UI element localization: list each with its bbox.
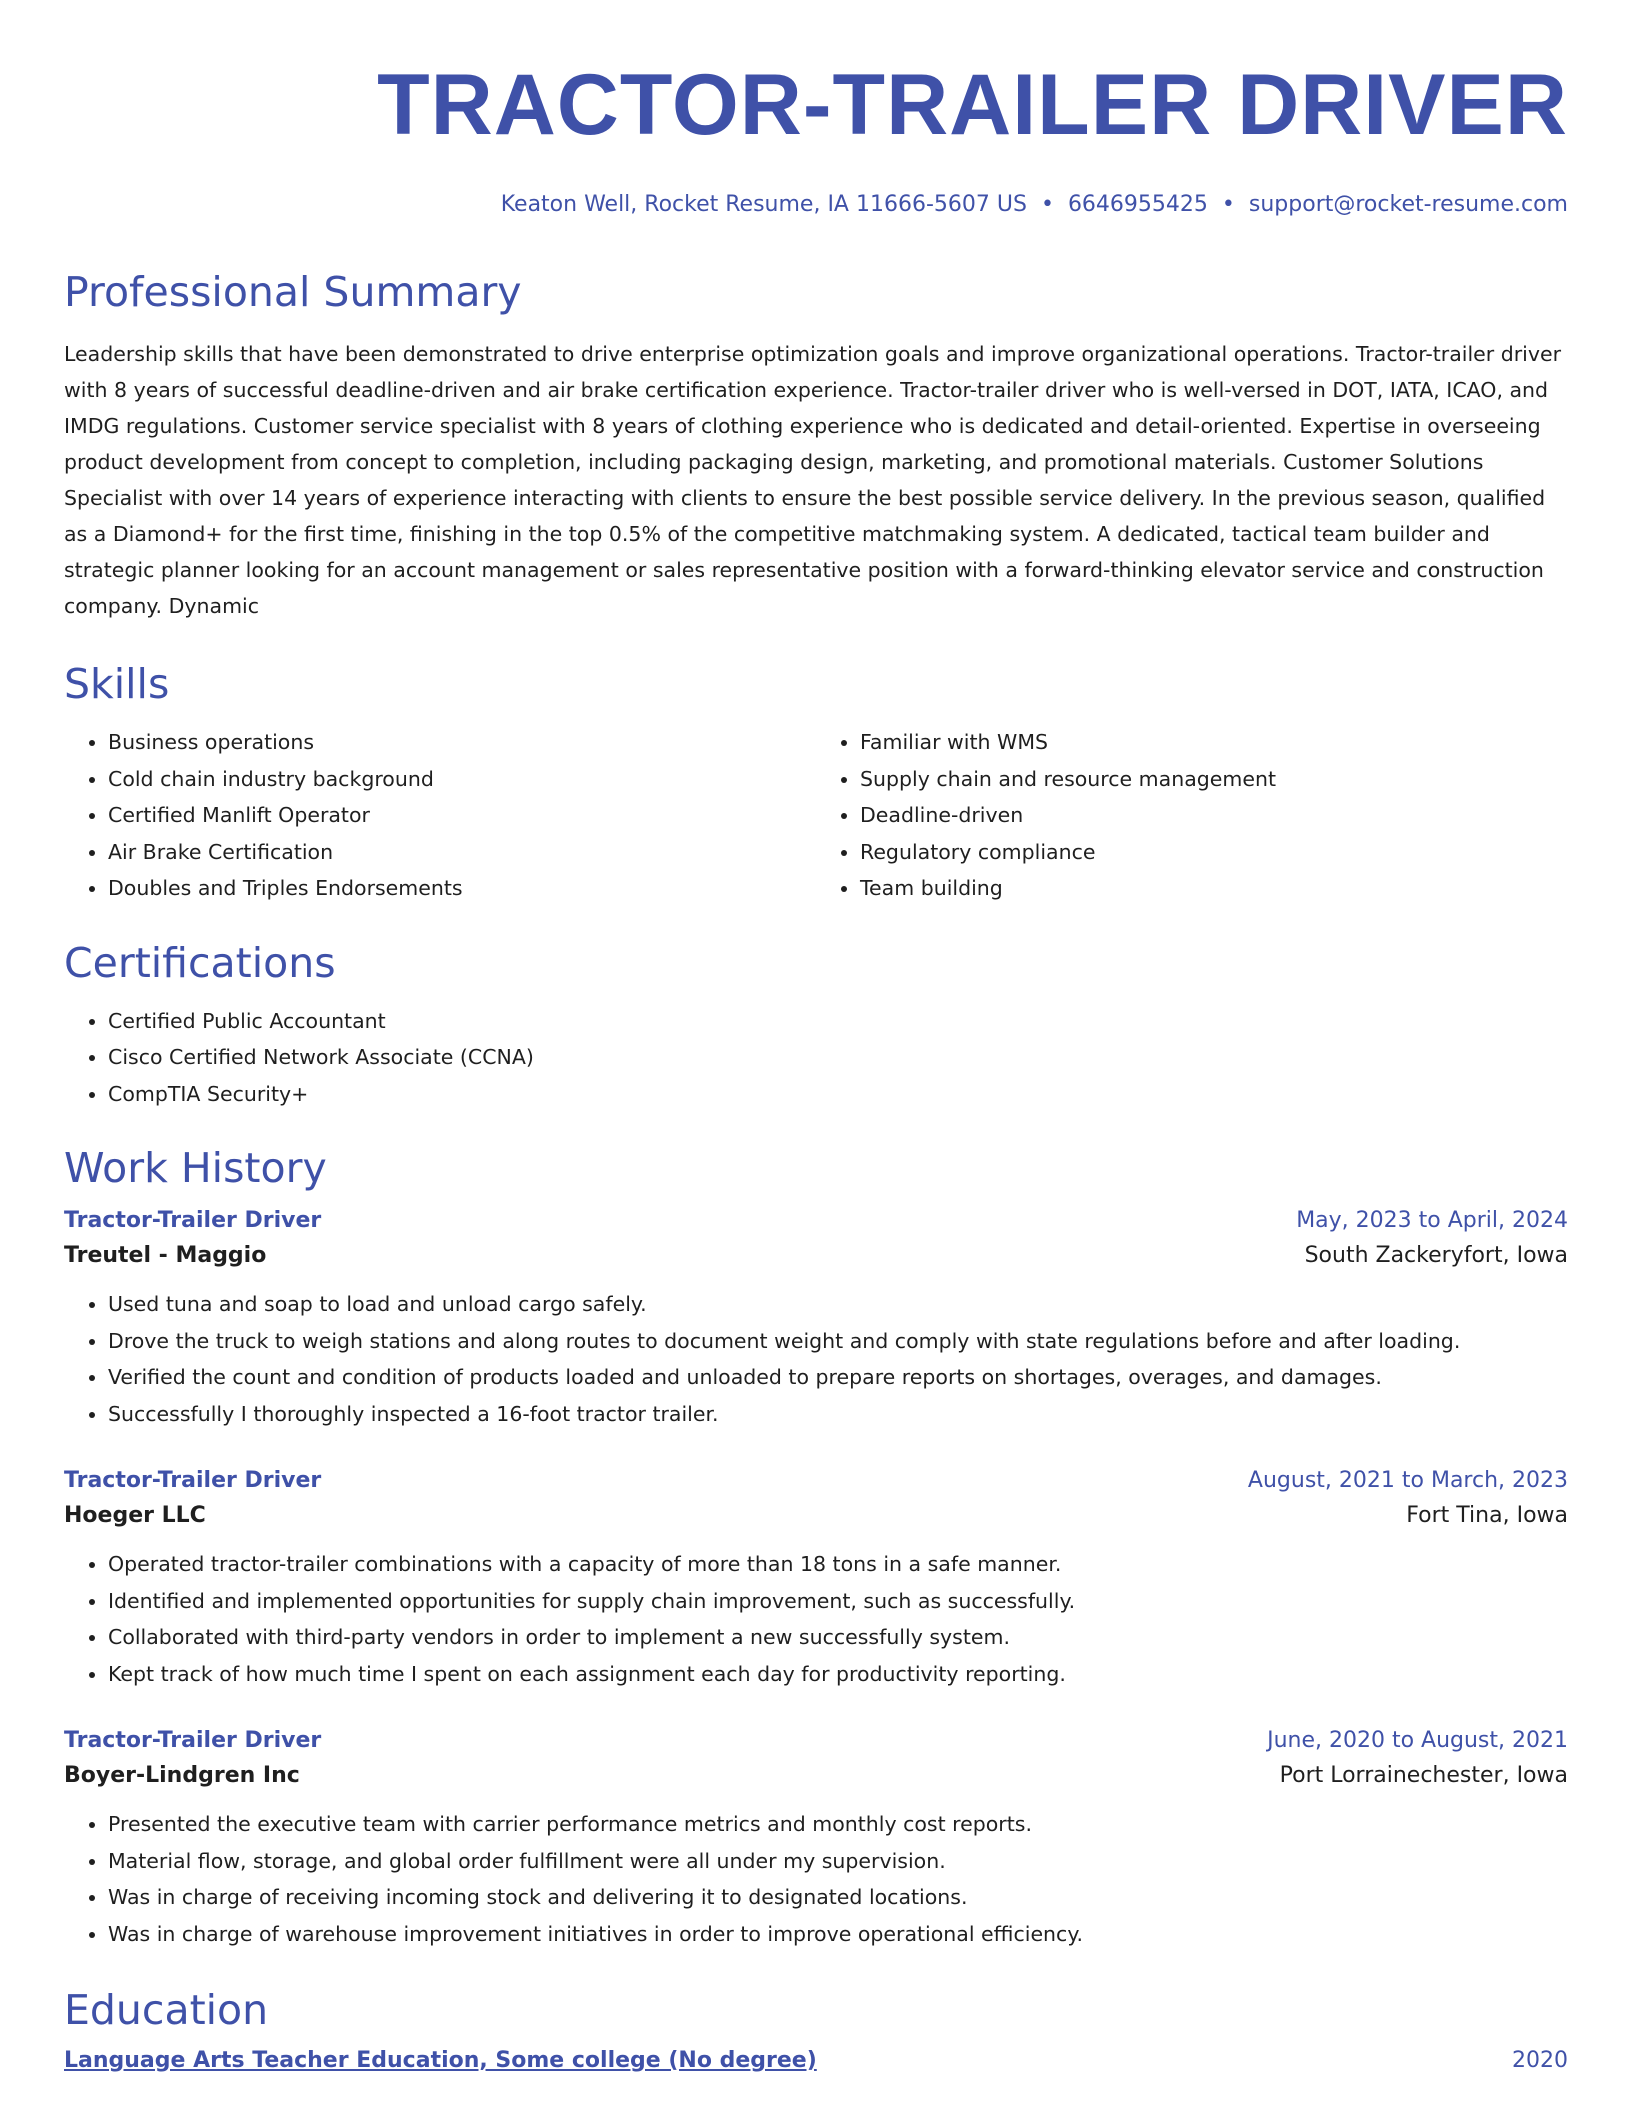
certifications-list — [64, 1003, 1568, 1113]
job-bullet: • Successfully I thoroughly inspected a 16-foot tractor trailer. — [108, 1396, 1568, 1433]
job-bullets — [64, 1806, 1568, 1952]
contact-line — [64, 192, 1568, 218]
job-company: Boyer-Lindgren Inc — [64, 1763, 300, 1788]
job-bullet: • Presented the executive team with carrier performance metrics and monthly cost reports. — [108, 1806, 1568, 1843]
job-title: Tractor-Trailer Driver — [64, 1208, 322, 1233]
section-heading: Certifications — [64, 938, 336, 987]
certification-item: • Certified Public Accountant — [108, 1003, 1568, 1040]
contact-separator: • — [1040, 192, 1054, 217]
job-bullet: • Was in charge of receiving incoming stock and delivering it to designated locations. — [108, 1879, 1568, 1916]
job-location: Fort Tina, Iowa — [1406, 1503, 1568, 1528]
skill-item: • Doubles and Triples Endorsements — [108, 870, 816, 907]
job-bullets — [64, 1546, 1568, 1692]
section-heading: Professional Summary — [64, 268, 522, 316]
contact-email[interactable]: support@rocket-resume.com — [1248, 192, 1568, 217]
job-title: Tractor-Trailer Driver — [64, 1728, 322, 1753]
certification-item: • CompTIA Security+ — [108, 1076, 1568, 1113]
job-dates: May, 2023 to April, 2024 — [1296, 1208, 1568, 1233]
education-degree: Language Arts Teacher Education, Some college (No degree) — [64, 2048, 817, 2073]
work-history-section — [64, 1144, 1568, 1952]
summary-section — [64, 268, 1568, 624]
skills-right-list — [816, 724, 1568, 907]
skill-item: • Team building — [860, 870, 1568, 907]
job-dates: August, 2021 to March, 2023 — [1247, 1468, 1568, 1493]
job-bullets — [64, 1286, 1568, 1432]
job-bullet: • Verified the count and condition of products loaded and unloaded to prepare reports on shortages, overages, and damages. — [108, 1359, 1568, 1396]
job-bullet: • Kept track of how much time I spent on each assignment each day for productivity reporting. — [108, 1656, 1568, 1693]
job-location: South Zackeryfort, Iowa — [1304, 1243, 1568, 1268]
skills-columns — [64, 724, 1568, 907]
contact-separator: • — [1221, 192, 1235, 217]
skill-item: • Air Brake Certification — [108, 834, 816, 871]
job-bullet: • Was in charge of warehouse improvement initiatives in order to improve operational efficiency. — [108, 1916, 1568, 1953]
job-bullet: • Material flow, storage, and global order fulfillment were all under my supervision. — [108, 1843, 1568, 1880]
job-location: Port Lorrainechester, Iowa — [1279, 1763, 1568, 1788]
job-dates: June, 2020 to August, 2021 — [1267, 1728, 1568, 1753]
resume-title: TRACTOR-TRAILER DRIVER — [377, 57, 1568, 153]
skill-item: • Deadline-driven — [860, 797, 1568, 834]
skill-item: • Supply chain and resource management — [860, 761, 1568, 798]
education-entry — [64, 2046, 1568, 2076]
job-title: Tractor-Trailer Driver — [64, 1468, 322, 1493]
job-entry — [64, 1206, 1568, 1432]
skill-item: • Cold chain industry background — [108, 761, 816, 798]
job-company: Hoeger LLC — [64, 1503, 206, 1528]
skill-item: • Familiar with WMS — [860, 724, 1568, 761]
job-bullet: • Used tuna and soap to load and unload cargo safely. — [108, 1286, 1568, 1323]
job-entry — [64, 1466, 1568, 1692]
job-entry — [64, 1726, 1568, 1952]
job-company: Treutel - Maggio — [64, 1243, 267, 1268]
job-bullet: • Operated tractor-trailer combinations with a capacity of more than 18 tons in a safe manner. — [108, 1546, 1568, 1583]
section-heading: Work History — [64, 1144, 327, 1192]
skill-item: • Business operations — [108, 724, 816, 761]
skills-section — [64, 660, 1568, 907]
education-year: 2020 — [1512, 2048, 1568, 2073]
contact-phone: 6646955425 — [1067, 192, 1208, 217]
certification-item: • Cisco Certified Network Associate (CCNA) — [108, 1039, 1568, 1076]
job-bullet: • Drove the truck to weigh stations and along routes to document weight and comply with state regulations before and after loading. — [108, 1323, 1568, 1360]
job-bullet: • Collaborated with third-party vendors in order to implement a new successfully system. — [108, 1619, 1568, 1656]
summary-text: Leadership skills that have been demonstrated to drive enterprise optimization goals and improve organizational operations. Tractor-trailer driver with 8 years of successful deadline-driven and air brake certification experience. Tractor-trailer driver who is well-versed in DOT, IATA, ICAO, and IMDG regulations. Customer service specialist with 8 years of clothing experience who is dedicated and detail-oriented. Expertise in overseeing product development from concept to completion, including packaging design, marketing, and promotional materials. Customer Solutions Specialist with over 14 years of experience interacting with clients to ensure the best possible service delivery. In the previous season, qualified as a Diamond+ for the first time, finishing in the top 0.5% of the competitive matchmaking system. A dedicated, tactical team builder and strategic planner looking for an account management or sales representative position with a forward-thinking elevator service and construction company. Dynamic — [64, 342, 1562, 618]
skill-item: • Certified Manlift Operator — [108, 797, 816, 834]
contact-address: Keaton Well, Rocket Resume, IA 11666-5607 US — [500, 192, 1027, 217]
education-section — [64, 1986, 1568, 2076]
job-bullet: • Identified and implemented opportunities for supply chain improvement, such as successfully. — [108, 1583, 1568, 1620]
section-heading: Education — [64, 1986, 269, 2034]
skill-item: • Regulatory compliance — [860, 834, 1568, 871]
certifications-section — [64, 939, 1568, 1113]
skills-left-list — [64, 724, 816, 907]
section-heading: Skills — [64, 660, 170, 708]
